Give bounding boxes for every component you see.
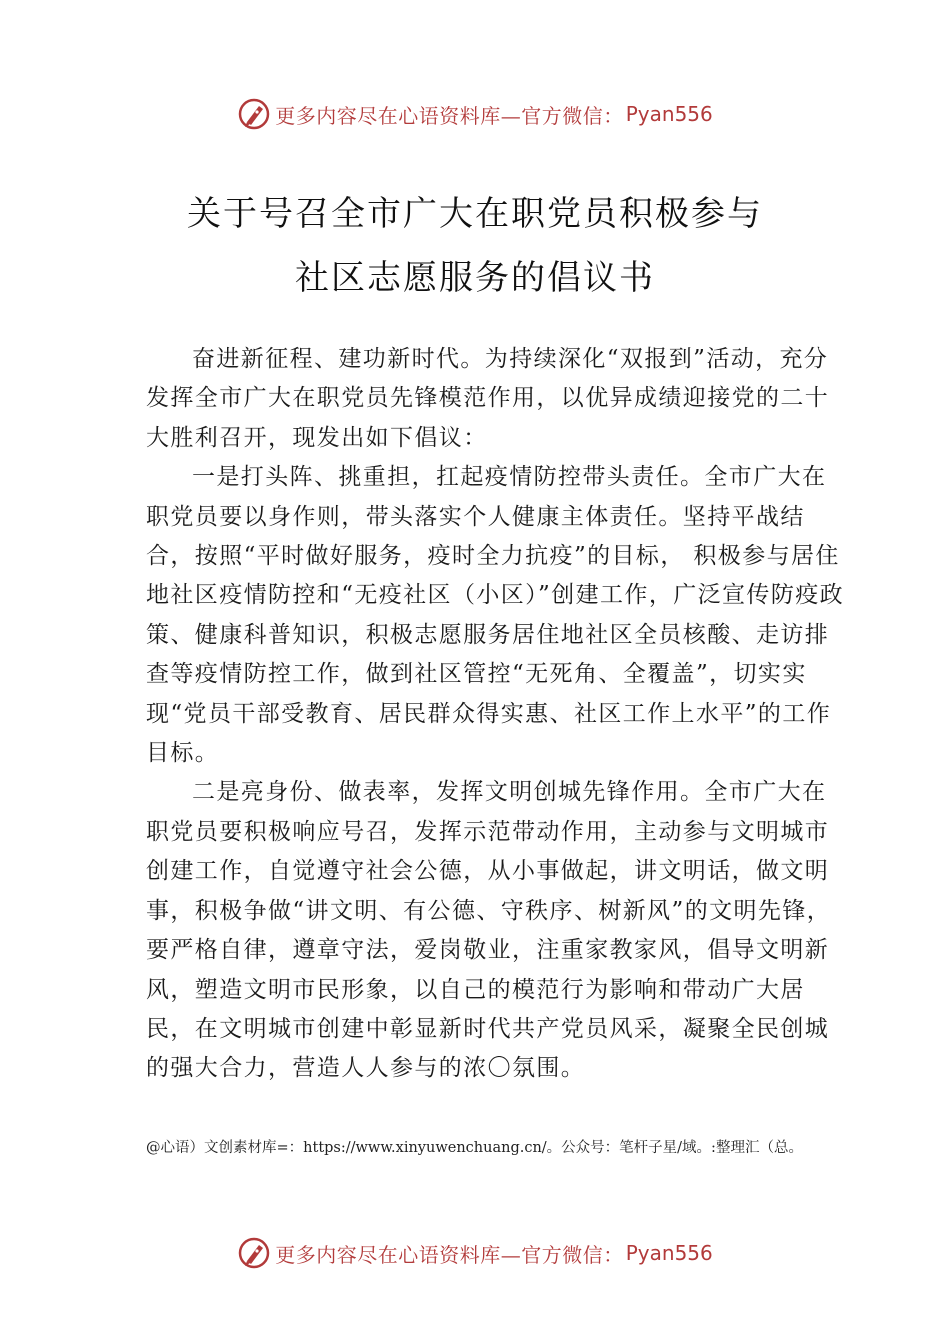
banner-lead-text: 更多内容尽在心语资料库—官方微信： bbox=[275, 103, 624, 128]
paragraph-proposal-1: 一是打头阵、挑重担，扛起疫情防控带头责任。全市广大在职党员要以身作则，带头落实个人健康主体责任。坚持平战结合，按照“平时做好服务，疫时全力抗疫”的目标， 积极参与居住地社区疫情防控和“无疫社区（小区）”创建工作，广泛宣传防疫政策、健康科普知识，积极志愿服务居住地社区全员核酸、走访排查等疫情防控工作，做到社区管控“无死角、全覆盖”，切实实现“党员干部受教育、居民群众得实惠、社区工作上水平”的工作目标。 bbox=[146, 464, 845, 767]
banner-lead-text: 更多内容尽在心语资料库—官方微信： bbox=[275, 1242, 624, 1267]
banner-wechat-id: Pyan556 bbox=[625, 102, 713, 126]
document-body bbox=[146, 340, 846, 1089]
source-footnote: @心语）文创素材库=：https://www.xinyuwenchuang.cn/。公众号：笔杆子星/域。:整理汇（总。 bbox=[146, 1140, 803, 1156]
paragraph-proposal-2: 二是亮身份、做表率，发挥文明创城先锋作用。全市广大在职党员要积极响应号召，发挥示范带动作用，主动参与文明城市创建工作，自觉遵守社会公德，从小事做起，讲文明话，做文明事，积极争做“讲文明、有公德、守秩序、树新风”的文明先锋，要严格自律，遵章守法，爱岗敬业，注重家教家风，倡导文明新风，塑造文明市民形象，以自己的模范行为影响和带动广大居民，在文明城市创建中彰显新时代共产党员风采，凝聚全民创城的强大合力，营造人人参与的浓〇氛围。 bbox=[146, 779, 832, 1082]
paragraph-intro: 奋进新征程、建功新时代。为持续深化“双报到”活动，充分发挥全市广大在职党员先锋模范作用，以优异成绩迎接党的二十大胜利召开，现发出如下倡议： bbox=[146, 346, 830, 451]
fountain-pen-logo-icon bbox=[237, 97, 271, 131]
document-title-line-1: 关于号召全市广大在职党员积极参与 bbox=[187, 194, 763, 234]
footer-watermark-banner bbox=[0, 1233, 950, 1273]
fountain-pen-logo-icon bbox=[237, 1236, 271, 1270]
banner-wechat-id: Pyan556 bbox=[625, 1241, 713, 1265]
header-watermark-banner bbox=[0, 94, 950, 134]
document-title-line-2: 社区志愿服务的倡议书 bbox=[295, 258, 655, 298]
